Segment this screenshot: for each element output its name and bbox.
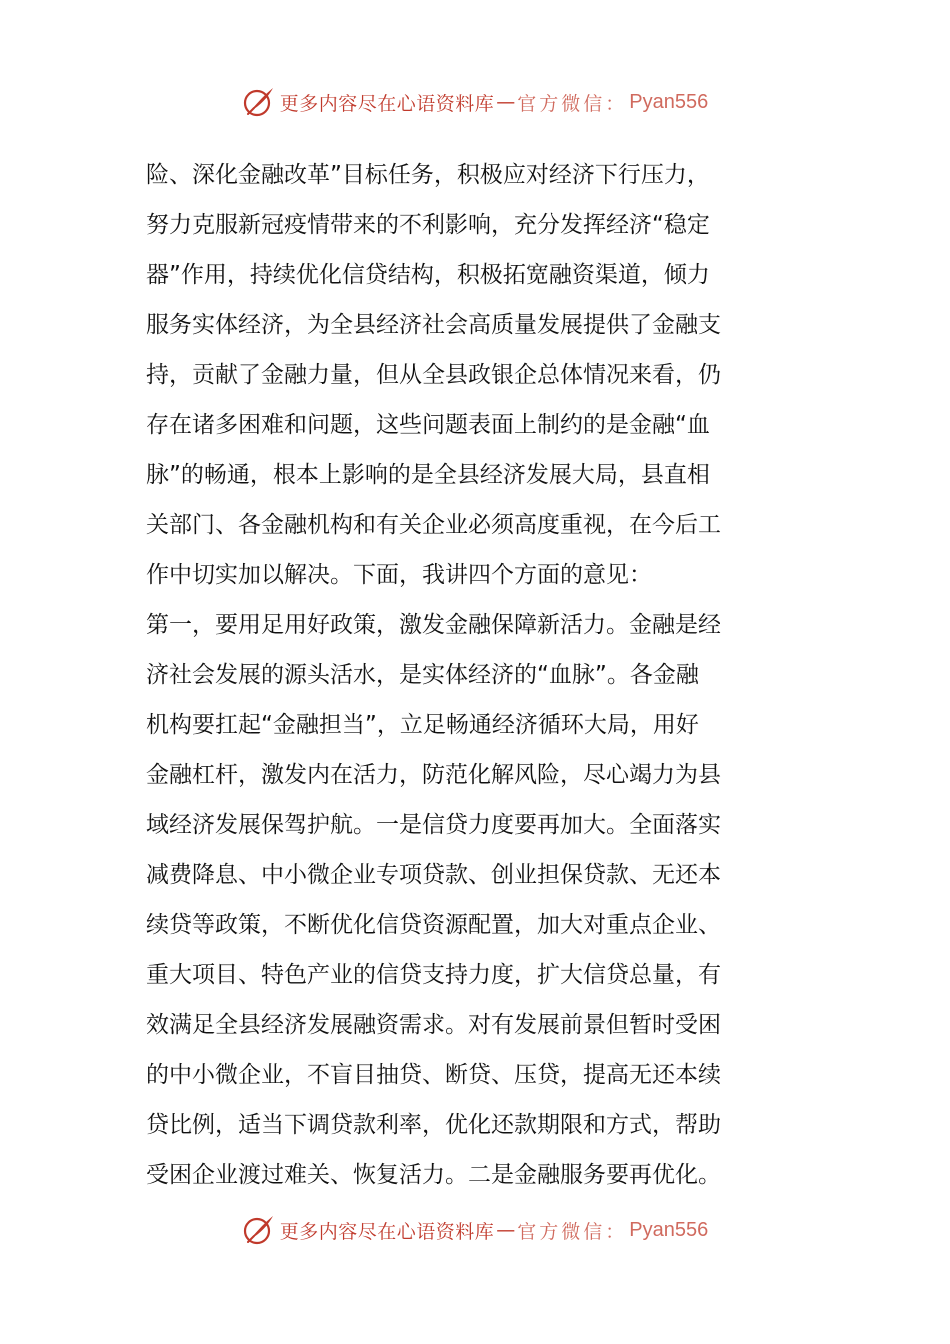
body-line: 受困企业渡过难关、恢复活力。二是金融服务要再优化。 xyxy=(146,1162,721,1188)
quill-logo-icon xyxy=(242,1213,276,1247)
body-line: 服务实体经济，为全县经济社会高质量发展提供了金融支 xyxy=(146,312,721,338)
body-line: 济社会发展的源头活水，是实体经济的“血脉”。各金融 xyxy=(146,662,699,688)
body-line: 续贷等政策，不断优化信贷资源配置，加大对重点企业、 xyxy=(146,912,721,938)
footer-banner-wechat-label: 官方微信： xyxy=(517,1220,628,1243)
header-banner-wechat-id: Pyan556 xyxy=(629,90,709,113)
body-line: 重大项目、特色产业的信贷支持力度，扩大信贷总量，有 xyxy=(146,962,721,988)
body-line: 机构要扛起“金融担当”，立足畅通经济循环大局，用好 xyxy=(146,712,699,738)
header-banner-text: 更多内容尽在心语资料库 xyxy=(279,92,495,115)
body-line: 持，贡献了金融力量，但从全县政银企总体情况来看，仍 xyxy=(146,362,721,388)
footer-banner-separator: — xyxy=(496,1219,516,1241)
body-line: 贷比例，适当下调贷款利率，优化还款期限和方式，帮助 xyxy=(146,1112,721,1138)
footer-banner-wechat-id: Pyan556 xyxy=(629,1218,709,1241)
document-body xyxy=(146,150,808,1200)
header-banner-separator: — xyxy=(496,91,516,113)
body-line: 的中小微企业，不盲目抽贷、断贷、压贷，提高无还本续 xyxy=(146,1062,721,1088)
body-line: 脉”的畅通，根本上影响的是全县经济发展大局，县直相 xyxy=(146,462,710,488)
body-line: 存在诸多困难和问题，这些问题表面上制约的是金融“血 xyxy=(146,412,710,438)
body-line: 关部门、各金融机构和有关企业必须高度重视，在今后工 xyxy=(146,512,721,538)
body-line: 第一，要用足用好政策，激发金融保障新活力。金融是经 xyxy=(146,612,721,638)
body-line: 金融杠杆，激发内在活力，防范化解风险，尽心竭力为县 xyxy=(146,762,721,788)
body-line: 减费降息、中小微企业专项贷款、创业担保贷款、无还本 xyxy=(146,862,721,888)
header-banner-wechat-label: 官方微信： xyxy=(517,92,628,115)
body-line: 效满足全县经济发展融资需求。对有发展前景但暂时受困 xyxy=(146,1012,721,1038)
body-line: 域经济发展保驾护航。一是信贷力度要再加大。全面落实 xyxy=(146,812,721,838)
header-watermark-banner xyxy=(0,80,950,124)
body-line: 器”作用，持续优化信贷结构，积极拓宽融资渠道，倾力 xyxy=(146,262,710,288)
quill-logo-icon xyxy=(242,85,276,119)
body-line: 努力克服新冠疫情带来的不利影响，充分发挥经济“稳定 xyxy=(146,212,710,238)
footer-banner-text: 更多内容尽在心语资料库 xyxy=(279,1220,495,1243)
footer-watermark-banner xyxy=(0,1208,950,1252)
body-line: 险、深化金融改革”目标任务，积极应对经济下行压力， xyxy=(146,162,710,188)
body-line: 作中切实加以解决。下面，我讲四个方面的意见： xyxy=(146,562,652,588)
